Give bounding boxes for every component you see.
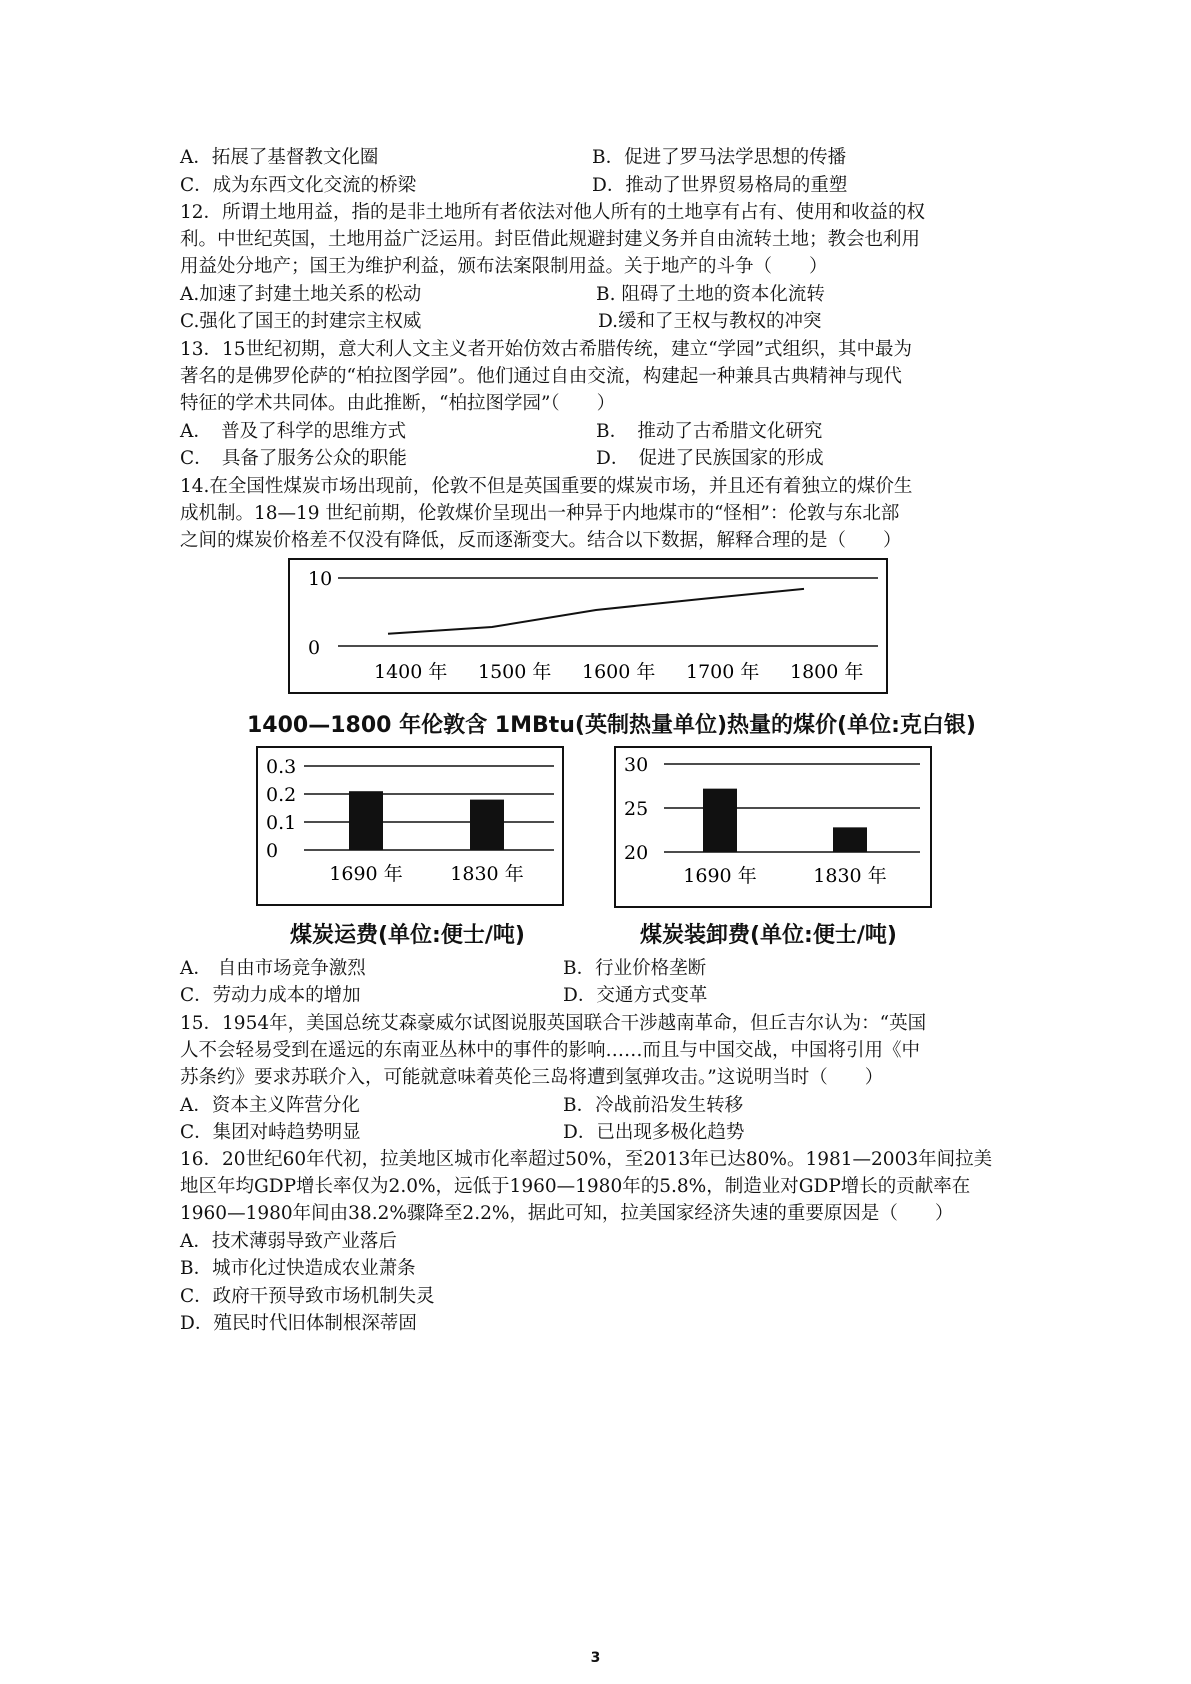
q14-stem-line-3: 之间的煤炭价格差不仅没有降低，反而逐渐变大。结合以下数据，解释合理的是（ ） bbox=[180, 530, 902, 551]
q12-stem-line-2: 利。中世纪英国，土地用益广泛运用。封臣借此规避封建义务并自由流转土地；教会也利用 bbox=[180, 229, 921, 250]
q15-option-b: B．冷战前沿发生转移 bbox=[563, 1095, 744, 1116]
x-tick-label: 1830 年 bbox=[450, 863, 524, 885]
q16-option-c: C．政府干预导致市场机制失灵 bbox=[180, 1286, 435, 1307]
x-tick-label: 1400 年 bbox=[374, 661, 448, 683]
q16-option-d: D．殖民时代旧体制根深蒂固 bbox=[180, 1313, 417, 1334]
q16-stem-line-2: 地区年均GDP增长率仅为2.0%，远低于1960—1980年的5.8%，制造业对GDP增长的贡献率在 bbox=[180, 1176, 971, 1197]
bar bbox=[833, 827, 867, 852]
q13-option-a: A． 普及了科学的思维方式 bbox=[180, 421, 407, 442]
q14-stem-line-2: 成机制。18—19 世纪前期，伦敦煤价呈现出一种异于内地煤市的“怪相”：伦敦与东北部 bbox=[180, 503, 900, 524]
q13-stem-line-1: 13．15世纪初期，意大利人文主义者开始仿效古希腊传统，建立“学园”式组织，其中最为 bbox=[180, 339, 912, 360]
y-tick-label: 0.3 bbox=[266, 756, 297, 778]
loading-chart-title: 煤炭装卸费(单位:便士/吨) bbox=[640, 923, 897, 948]
q12-option-c: C.强化了国王的封建宗主权威 bbox=[180, 311, 422, 332]
bar bbox=[349, 791, 383, 850]
x-tick-label: 1500 年 bbox=[478, 661, 552, 683]
q12-option-a: A.加速了封建土地关系的松动 bbox=[180, 284, 422, 305]
q15-stem-line-1: 15．1954年，美国总统艾森豪威尔试图说服英国联合干涉越南革命，但丘吉尔认为：“英国 bbox=[180, 1013, 927, 1034]
q13-option-b: B． 推动了古希腊文化研究 bbox=[596, 421, 823, 442]
q15-option-c: C．集团对峙趋势明显 bbox=[180, 1122, 361, 1143]
freight-chart-title: 煤炭运费(单位:便士/吨) bbox=[290, 923, 525, 948]
coal-price-line-chart bbox=[288, 558, 888, 694]
bar bbox=[703, 789, 737, 852]
y-tick-label: 0.1 bbox=[266, 812, 297, 834]
x-tick-label: 1800 年 bbox=[790, 661, 864, 683]
q11-option-d: D．推动了世界贸易格局的重塑 bbox=[592, 175, 848, 196]
q12-stem-line-3: 用益处分地产；国王为维护利益，颁布法案限制用益。关于地产的斗争（ ） bbox=[180, 256, 828, 277]
y-tick-label: 0 bbox=[308, 637, 321, 659]
x-tick-label: 1700 年 bbox=[686, 661, 760, 683]
x-tick-label: 1690 年 bbox=[329, 863, 403, 885]
q16-stem-line-1: 16．20世纪60年代初，拉美地区城市化率超过50%，至2013年已达80%。1981—2003年间拉美 bbox=[180, 1149, 993, 1170]
q14-stem-line-1: 14.在全国性煤炭市场出现前，伦敦不但是英国重要的煤炭市场，并且还有着独立的煤价生 bbox=[180, 476, 913, 497]
q14-option-d: D．交通方式变革 bbox=[563, 985, 708, 1006]
coal-freight-bar-chart bbox=[256, 746, 564, 906]
x-tick-label: 1690 年 bbox=[683, 865, 757, 887]
q13-stem-line-2: 著名的是佛罗伦萨的“柏拉图学园”。他们通过自由交流，构建起一种兼具古典精神与现代 bbox=[180, 366, 902, 387]
q16-option-a: A．技术薄弱导致产业落后 bbox=[180, 1231, 397, 1252]
y-tick-label: 30 bbox=[624, 754, 649, 776]
q15-option-a: A．资本主义阵营分化 bbox=[180, 1095, 360, 1116]
q16-stem-line-3: 1960—1980年间由38.2%骤降至2.2%，据此可知，拉美国家经济失速的重要原因是（ ） bbox=[180, 1203, 954, 1224]
q12-stem-line-1: 12．所谓土地用益，指的是非土地所有者依法对他人所有的土地享有占有、使用和收益的权 bbox=[180, 202, 926, 223]
y-tick-label: 0 bbox=[266, 840, 279, 862]
q13-option-c: C． 具备了服务公众的职能 bbox=[180, 448, 407, 469]
q15-stem-line-2: 人不会轻易受到在遥远的东南亚丛林中的事件的影响……而且与中国交战，中国将引用《中 bbox=[180, 1040, 921, 1061]
bar bbox=[470, 800, 504, 850]
q14-option-b: B．行业价格垄断 bbox=[563, 958, 707, 979]
x-tick-label: 1600 年 bbox=[582, 661, 656, 683]
line-chart-title: 1400—1800 年伦敦含 1MBtu(英制热量单位)热量的煤价(单位:克白银) bbox=[247, 713, 976, 738]
y-tick-label: 25 bbox=[624, 798, 649, 820]
q11-option-b: B．促进了罗马法学思想的传播 bbox=[592, 147, 847, 168]
q12-option-b: B. 阻碍了土地的资本化流转 bbox=[596, 284, 825, 305]
y-tick-label: 0.2 bbox=[266, 784, 297, 806]
page-number: 3 bbox=[590, 1650, 601, 1666]
q11-option-a: A．拓展了基督教文化圈 bbox=[180, 147, 379, 168]
x-tick-label: 1830 年 bbox=[813, 865, 887, 887]
q13-option-d: D． 促进了民族国家的形成 bbox=[596, 448, 824, 469]
q16-option-b: B．城市化过快造成农业萧条 bbox=[180, 1258, 416, 1279]
q11-option-c: C．成为东西文化交流的桥梁 bbox=[180, 175, 417, 196]
y-tick-label: 20 bbox=[624, 842, 649, 864]
q12-option-d: D.缓和了王权与教权的冲突 bbox=[598, 311, 822, 332]
y-tick-label: 10 bbox=[308, 568, 333, 590]
coal-loading-bar-chart bbox=[614, 746, 932, 908]
q14-option-a: A． 自由市场竞争激烈 bbox=[180, 958, 366, 979]
q13-stem-line-3: 特征的学术共同体。由此推断，“柏拉图学园”（ ） bbox=[180, 393, 616, 414]
q15-option-d: D．已出现多极化趋势 bbox=[563, 1122, 745, 1143]
q14-option-c: C．劳动力成本的增加 bbox=[180, 985, 361, 1006]
q15-stem-line-3: 苏条约》要求苏联介入，可能就意味着英伦三岛将遭到氢弹攻击。”这说明当时（ ） bbox=[180, 1067, 884, 1088]
